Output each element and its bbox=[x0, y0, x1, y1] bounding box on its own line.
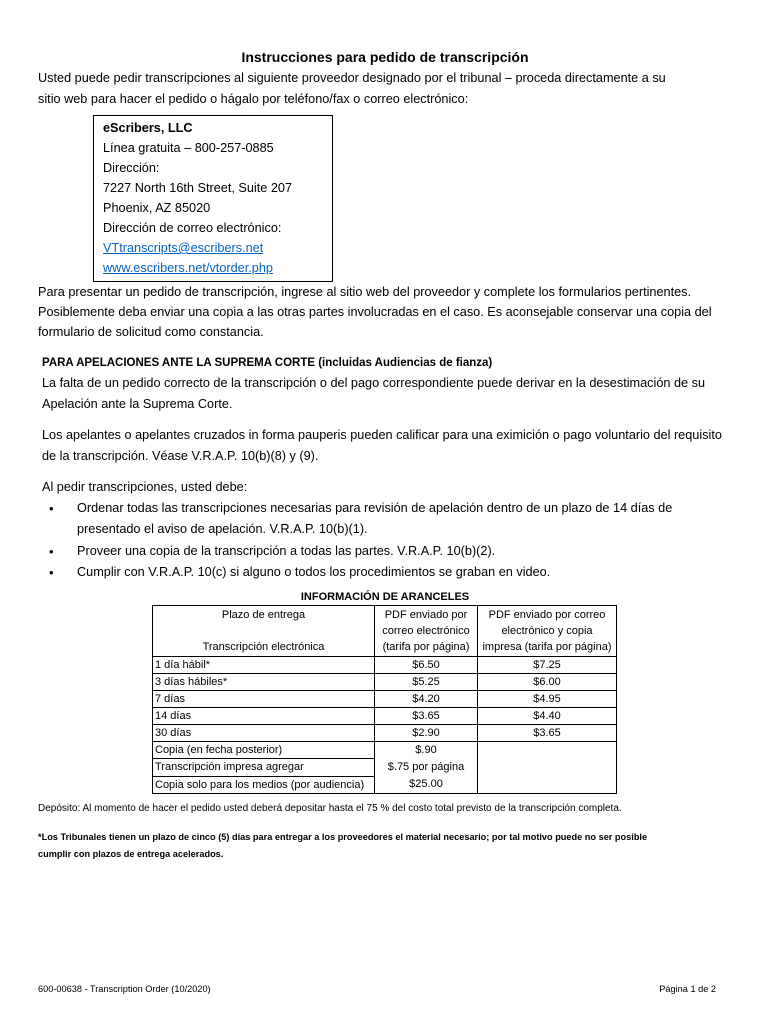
courts-note bbox=[38, 829, 647, 863]
provider-contact-box bbox=[93, 115, 333, 282]
header-line: PDF enviado por bbox=[384, 609, 468, 621]
pauperis-paragraph bbox=[42, 425, 722, 467]
pdf-email-print-price-cell: $4.40 bbox=[478, 708, 617, 725]
pdf-email-price-cell: $6.50 bbox=[375, 657, 478, 674]
term-cell: 14 días bbox=[153, 708, 375, 725]
extra-label-cell: Copia solo para los medios (por audiencia) bbox=[153, 776, 375, 793]
header-term-sublabel: Transcripción electrónica bbox=[202, 641, 325, 653]
text-line: Apelación ante la Suprema Corte. bbox=[42, 396, 233, 411]
intro-paragraph bbox=[38, 68, 666, 110]
text-line: *Los Tribunales tienen un plazo de cinco (5) días para entregar a los proveedores el material necesario; por tal motivo puede no ser posible bbox=[38, 831, 648, 842]
bullet-icon bbox=[49, 541, 54, 564]
dismissal-warning-paragraph bbox=[42, 373, 705, 415]
list-item bbox=[42, 562, 742, 584]
header-cell-pdf-email bbox=[375, 606, 478, 657]
list-item bbox=[42, 498, 742, 541]
header-spacer bbox=[155, 623, 372, 639]
text-line: Cumplir con V.R.A.P. 10(c) si alguno o todos los procedimientos se graban en video. bbox=[77, 565, 551, 579]
footer-form-id: 600-00638 - Transcription Order (10/2020) bbox=[38, 984, 211, 994]
submit-instructions-paragraph bbox=[38, 282, 712, 342]
text-line: sitio web para hacer el pedido o hágalo por teléfono/fax o correo electrónico: bbox=[38, 91, 469, 106]
header-cell-term bbox=[153, 606, 375, 657]
text-line: Usted puede pedir transcripciones al siguiente proveedor designado por el tribunal – proceda directamente a su bbox=[38, 70, 666, 85]
pdf-email-price-cell: $5.25 bbox=[375, 674, 478, 691]
provider-website-link[interactable]: www.escribers.net/vtorder.php bbox=[103, 261, 273, 275]
header-line: PDF enviado por correo bbox=[488, 609, 606, 621]
table-row bbox=[153, 742, 617, 759]
text-line: Ordenar todas las transcripciones necesarias para revisión de apelación dentro de un plazo de 14 días de bbox=[77, 500, 673, 515]
pdf-email-print-price-cell: $6.00 bbox=[478, 674, 617, 691]
text-line: formulario de solicitud como constancia. bbox=[38, 325, 264, 339]
text-line: Los apelantes o apelantes cruzados in forma pauperis pueden calificar para una eximición o pago voluntario del requisito bbox=[42, 427, 722, 442]
text-line: Proveer una copia de la transcripción a todas las partes. V.R.A.P. 10(b)(2). bbox=[77, 543, 496, 558]
extra-price: $.75 por página bbox=[387, 761, 465, 773]
text-line: La falta de un pedido correcto de la transcripción o del pago correspondiente puede derivar en la desestimación de su bbox=[42, 375, 705, 390]
fees-title: INFORMACIÓN DE ARANCELES bbox=[300, 591, 470, 603]
term-cell: 7 días bbox=[153, 691, 375, 708]
fees-table bbox=[152, 605, 617, 794]
table-row bbox=[153, 657, 617, 674]
extra-prices-cell bbox=[375, 742, 478, 794]
email-label: Dirección de correo electrónico: bbox=[103, 221, 282, 235]
requirements-list bbox=[42, 498, 742, 584]
text-line: Para presentar un pedido de transcripción, ingrese al sitio web del proveedor y complete los formularios pertinentes. bbox=[38, 285, 692, 299]
pdf-email-price-cell: $4.20 bbox=[375, 691, 478, 708]
header-line: electrónico y copia bbox=[501, 625, 593, 637]
footer-page-number: Página 1 de 2 bbox=[659, 984, 716, 994]
list-item bbox=[42, 541, 742, 563]
text-line: de la transcripción. Véase V.R.A.P. 10(b)(8) y (9). bbox=[42, 448, 319, 463]
table-row bbox=[153, 674, 617, 691]
provider-email-link[interactable]: VTtranscripts@escribers.net bbox=[103, 241, 264, 255]
extra-price: $25.00 bbox=[409, 778, 443, 790]
extra-label-cell: Transcripción impresa agregar bbox=[153, 759, 375, 776]
bullet-icon bbox=[49, 562, 54, 585]
term-cell: 30 días bbox=[153, 725, 375, 742]
pdf-email-price-cell: $2.90 bbox=[375, 725, 478, 742]
empty-cell bbox=[478, 742, 617, 794]
address-city: Phoenix, AZ 85020 bbox=[103, 201, 211, 215]
provider-phone: Línea gratuita – 800-257-0885 bbox=[103, 141, 274, 155]
pdf-email-print-price-cell: $4.95 bbox=[478, 691, 617, 708]
pdf-email-print-price-cell: $7.25 bbox=[478, 657, 617, 674]
pdf-email-price-cell: $3.65 bbox=[375, 708, 478, 725]
extra-label-cell: Copia (en fecha posterior) bbox=[153, 742, 375, 759]
supreme-court-heading: PARA APELACIONES ANTE LA SUPREMA CORTE (incluidas Audiencias de fianza) bbox=[42, 357, 493, 369]
pdf-email-print-price-cell: $3.65 bbox=[478, 725, 617, 742]
page-title: Instrucciones para pedido de transcripción bbox=[241, 49, 529, 65]
header-line: impresa (tarifa por página) bbox=[482, 641, 612, 653]
extra-price: $.90 bbox=[415, 744, 437, 756]
header-line: correo electrónico bbox=[382, 625, 470, 637]
header-cell-pdf-email-print bbox=[478, 606, 617, 657]
bullet-icon bbox=[49, 498, 54, 521]
text-line: presentado el aviso de apelación. V.R.A.P. 10(b)(1). bbox=[77, 522, 368, 536]
requirements-intro: Al pedir transcripciones, usted debe: bbox=[42, 479, 248, 494]
header-term-label: Plazo de entrega bbox=[221, 609, 306, 621]
term-cell: 1 día hábil* bbox=[153, 657, 375, 674]
table-row bbox=[153, 725, 617, 742]
term-cell: 3 días hábiles* bbox=[153, 674, 375, 691]
provider-name: eScribers, LLC bbox=[103, 121, 193, 135]
deposit-note: Depósito: Al momento de hacer el pedido usted deberá depositar hasta el 75 % del costo total previsto de la transcripción completa. bbox=[38, 803, 622, 814]
address-street: 7227 North 16th Street, Suite 207 bbox=[103, 181, 293, 195]
table-row bbox=[153, 708, 617, 725]
header-line: (tarifa por página) bbox=[382, 641, 470, 653]
address-label: Dirección: bbox=[103, 161, 160, 175]
text-line: cumplir con plazos de entrega acelerados. bbox=[38, 848, 224, 859]
table-row bbox=[153, 691, 617, 708]
table-header-row bbox=[153, 606, 617, 657]
text-line: Posiblemente deba enviar una copia a las otras partes involucradas en el caso. Es aconsejable conservar una copia del bbox=[38, 305, 712, 319]
